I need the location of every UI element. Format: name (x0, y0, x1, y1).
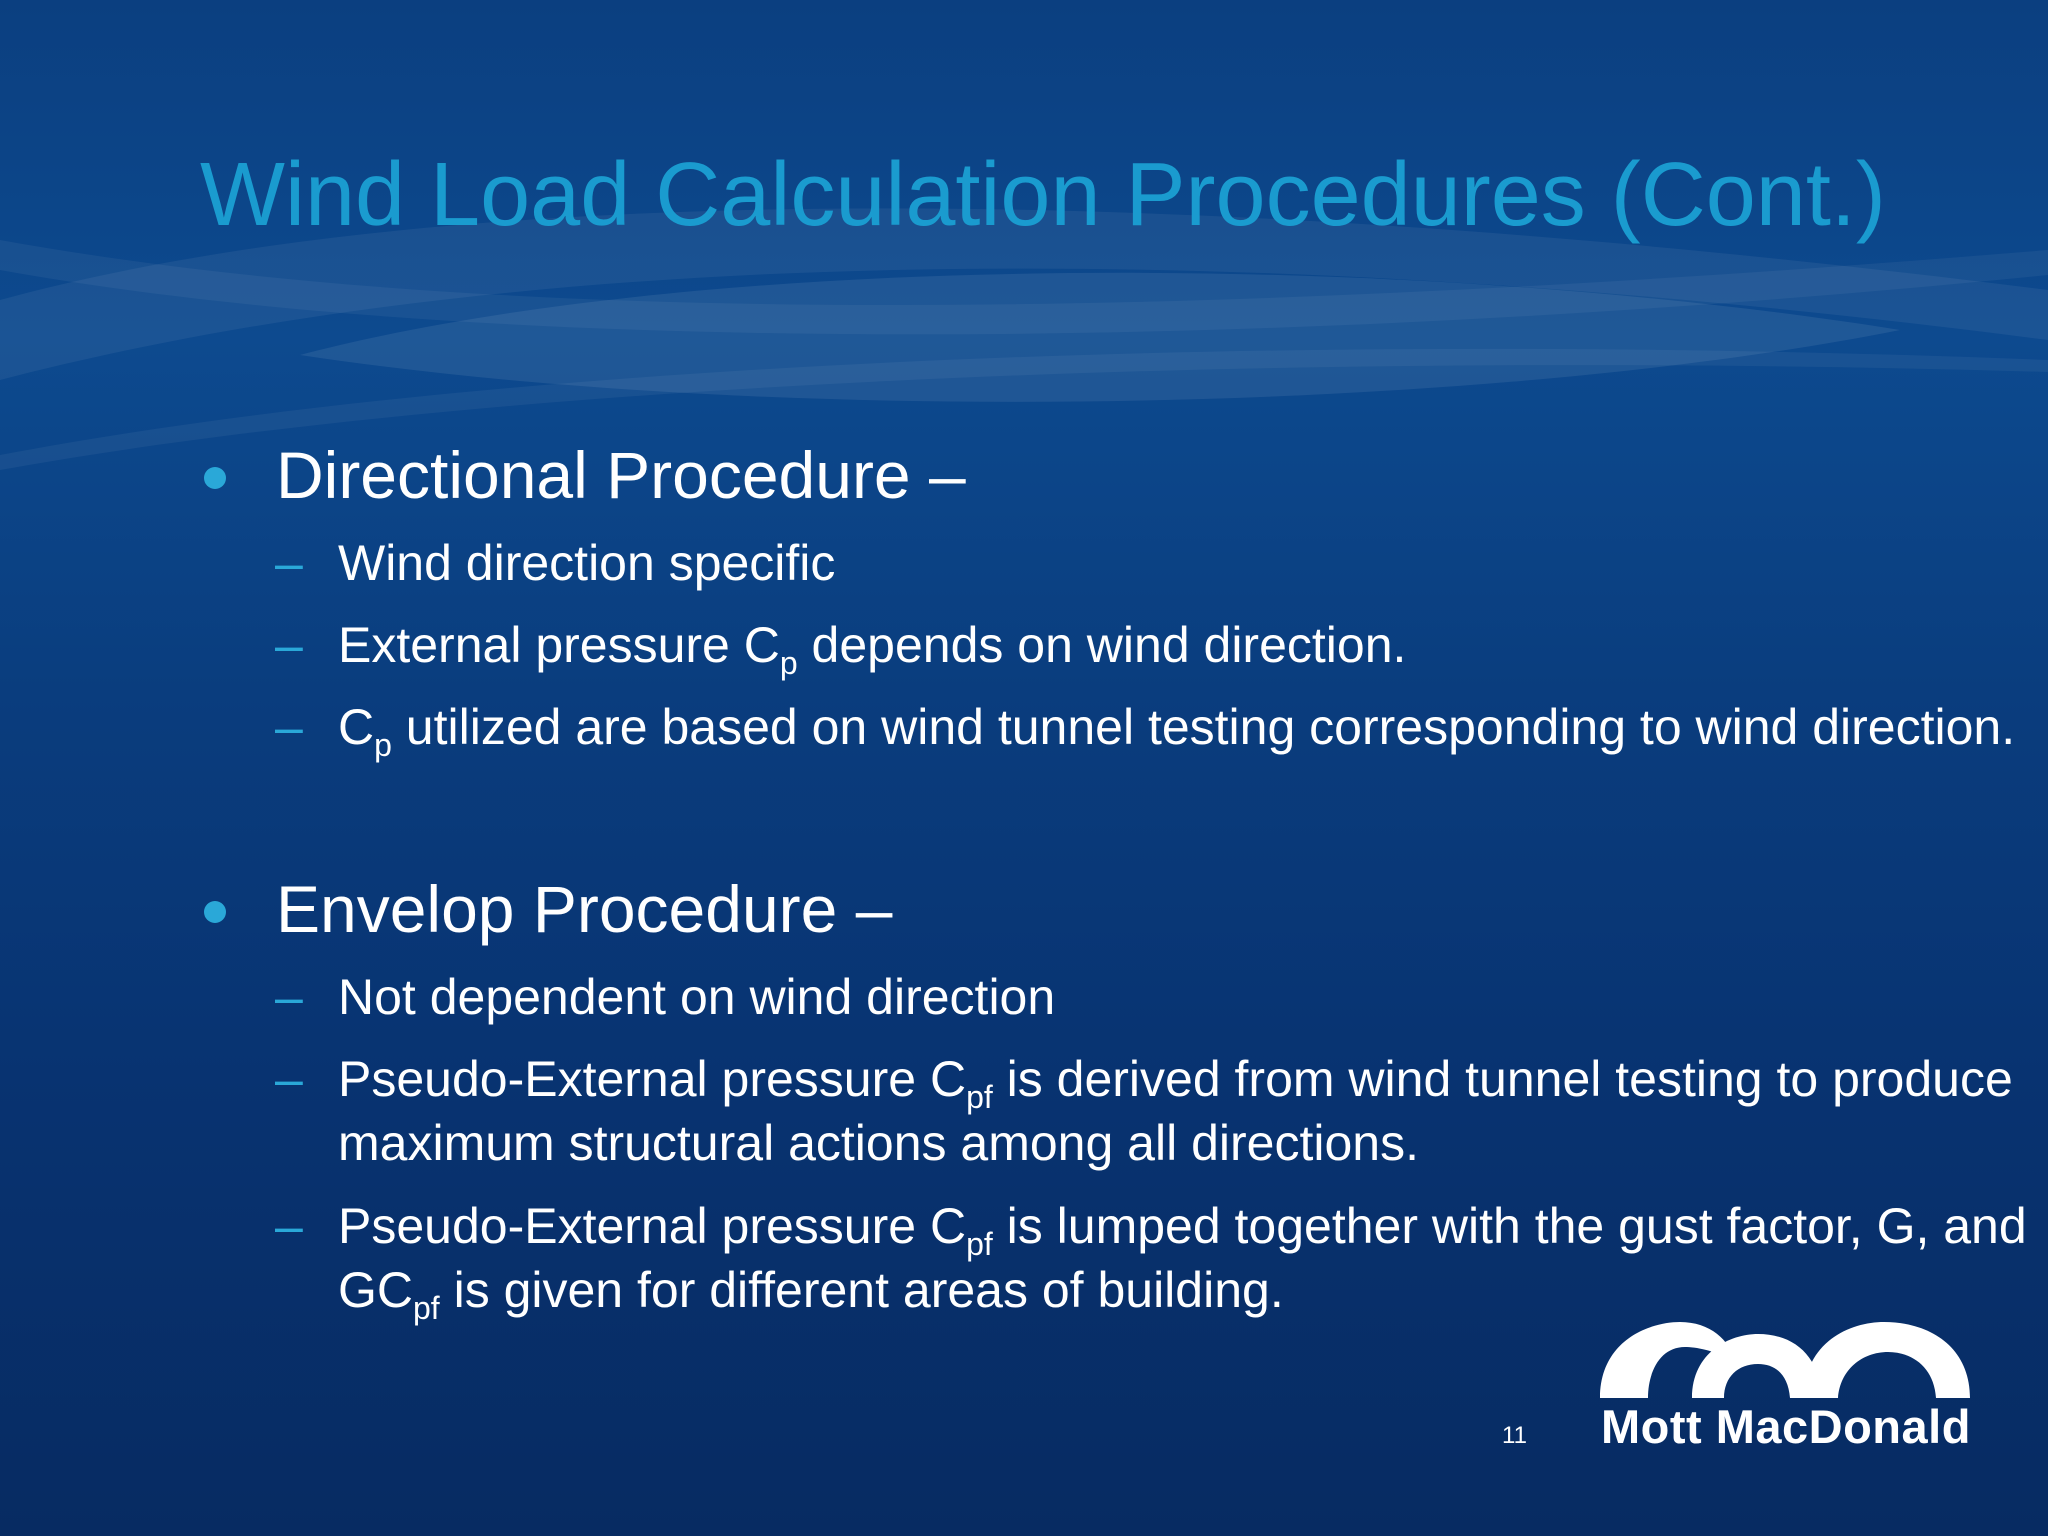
sub-bullet-text: Pseudo-External pressure $C_{pf}$ is lumped together with the gust factor, G, and $GC_{pf}$ is given for different areas of building. (338, 1198, 2027, 1326)
slide-title: Wind Load Calculation Procedures (Cont.) (200, 145, 1886, 245)
page-number: 11 (1502, 1422, 1527, 1449)
dash-icon: – (275, 699, 303, 755)
sub-bullet-text: Not dependent on wind direction (338, 969, 1056, 1025)
logo-wordmark: Mott MacDonald (1601, 1400, 1971, 1453)
dash-icon: – (275, 1051, 303, 1107)
sub-bullet-text: External pressure $C_p$ depends on wind direction. (338, 617, 1407, 681)
dash-icon: – (275, 1198, 303, 1254)
sub-bullet-text: Pseudo-External pressure $C_{pf}$ is derived from wind tunnel testing to produce maximum structural actions among all directions. (338, 1051, 2013, 1171)
bullet-heading: Envelop Procedure – (276, 872, 893, 946)
bullet-dot-icon (204, 901, 226, 923)
dash-icon: – (275, 617, 303, 673)
mott-macdonald-logo-icon (1600, 1322, 1970, 1398)
bullet-heading: Directional Procedure – (276, 438, 966, 512)
sub-bullet-text: Wind direction specific (338, 535, 836, 591)
bullet-dot-icon (204, 467, 226, 489)
dash-icon: – (275, 535, 303, 591)
dash-icon: – (275, 969, 303, 1025)
sub-bullet-text: $C_p$ utilized are based on wind tunnel testing corresponding to wind direction. (338, 699, 2016, 763)
